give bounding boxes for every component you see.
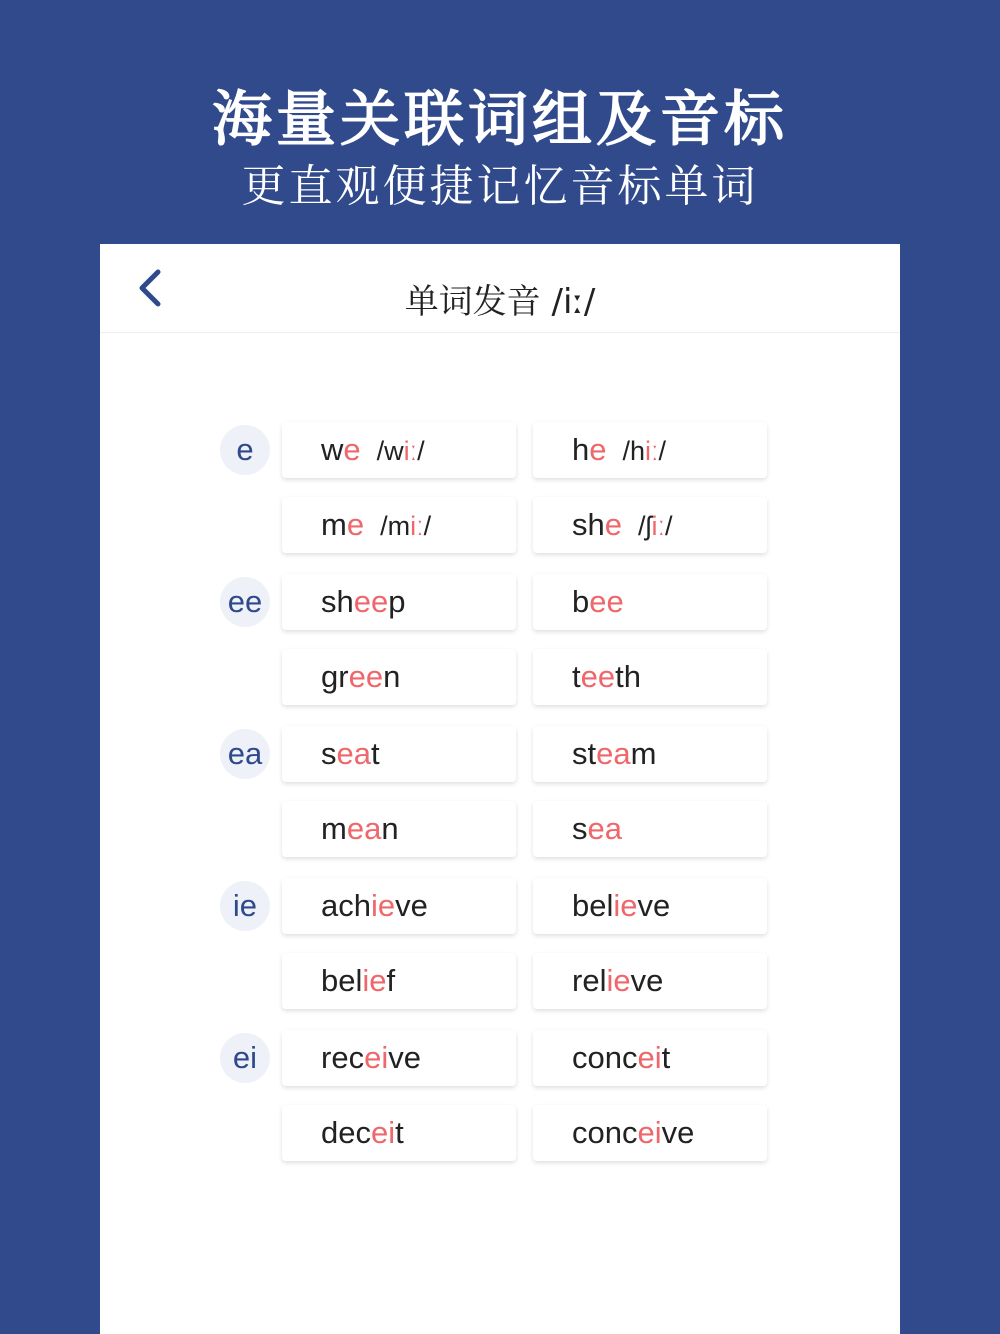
word-card-believe[interactable]: [533, 878, 767, 934]
promo-subtitle: 更直观便捷记忆音标单词: [241, 161, 759, 212]
word-card-receive[interactable]: [282, 1030, 516, 1086]
phonics-card: [100, 244, 900, 1334]
word-text: he: [572, 432, 607, 467]
word-card-green[interactable]: [282, 649, 516, 705]
word-card-he[interactable]: [533, 422, 767, 478]
word-card-bee[interactable]: [533, 574, 767, 630]
word-card-conceive[interactable]: [533, 1105, 767, 1161]
word-text: belief: [321, 963, 396, 998]
word-card-conceit[interactable]: [533, 1030, 767, 1086]
word-text: conceit: [572, 1040, 671, 1075]
spelling-badge: ei: [220, 1033, 270, 1083]
spelling-badge: ee: [220, 577, 270, 627]
spelling-badge: ea: [220, 729, 270, 779]
word-card-she[interactable]: [533, 497, 767, 553]
ipa-text: /hiː/: [622, 436, 667, 466]
word-text: achieve: [321, 888, 428, 923]
spelling-group: [220, 420, 780, 572]
ipa-text: /wiː/: [376, 436, 425, 466]
spelling-group: [220, 876, 780, 1028]
word-text: we: [321, 432, 361, 467]
word-text: deceit: [321, 1115, 404, 1150]
word-text: receive: [321, 1040, 421, 1075]
word-text: believe: [572, 888, 671, 923]
spelling-groups: [220, 420, 780, 1180]
word-card-belief[interactable]: [282, 953, 516, 1009]
word-card-deceit[interactable]: [282, 1105, 516, 1161]
ipa-text: /miː/: [380, 511, 432, 541]
spelling-badge: e: [220, 425, 270, 475]
word-text: she: [572, 507, 622, 542]
word-text: steam: [572, 736, 657, 771]
word-card-mean[interactable]: [282, 801, 516, 857]
word-card-steam[interactable]: [533, 726, 767, 782]
word-text: green: [321, 659, 401, 694]
spelling-badge: ie: [220, 881, 270, 931]
word-card-me[interactable]: [282, 497, 516, 553]
ipa-text: /ʃiː/: [638, 511, 673, 541]
word-card-sheep[interactable]: [282, 574, 516, 630]
word-text: relieve: [572, 963, 664, 998]
word-text: conceive: [572, 1115, 695, 1150]
promo-title: 海量关联词组及音标: [212, 85, 788, 155]
spelling-group: [220, 572, 780, 724]
word-card-sea[interactable]: [533, 801, 767, 857]
word-card-relieve[interactable]: [533, 953, 767, 1009]
word-text: me: [321, 507, 365, 542]
spelling-group: [220, 724, 780, 876]
word-card-teeth[interactable]: [533, 649, 767, 705]
word-text: seat: [321, 736, 380, 771]
word-card-seat[interactable]: [282, 726, 516, 782]
word-text: sheep: [321, 584, 406, 619]
spelling-group: [220, 1028, 780, 1180]
page-title: 单词发音 /iː/: [404, 282, 596, 322]
word-card-we[interactable]: [282, 422, 516, 478]
word-text: bee: [572, 584, 624, 619]
word-card-achieve[interactable]: [282, 878, 516, 934]
word-text: sea: [572, 811, 622, 846]
nav-bar: [100, 244, 900, 333]
word-text: teeth: [572, 659, 641, 694]
word-text: mean: [321, 811, 399, 846]
